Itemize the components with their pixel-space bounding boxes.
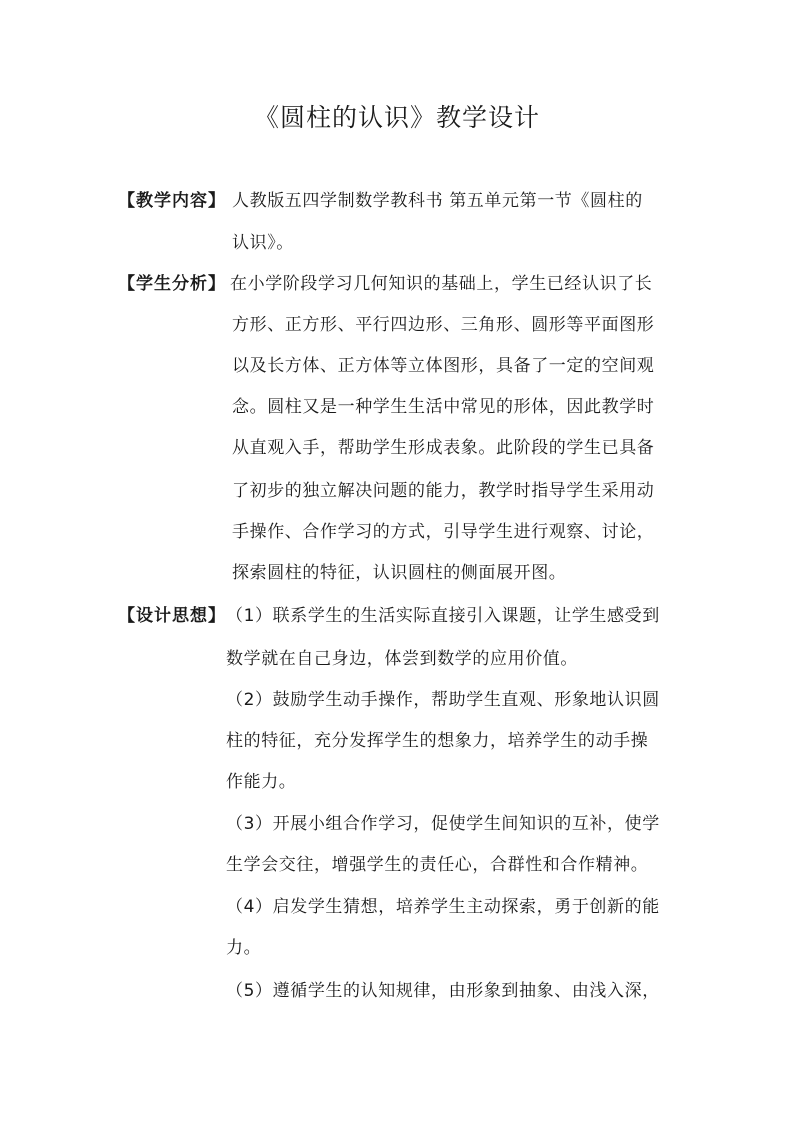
design-line: （2）鼓励学生动手操作，帮助学生直观、形象地认识圆 [226, 690, 660, 710]
analysis-line: 方形、正方形、平行四边形、三角形、圆形等平面图形 [232, 315, 655, 335]
analysis-line: 手操作、合作学习的方式，引导学生进行观察、讨论， [232, 522, 655, 542]
design-line: 生学会交往，增强学生的责任心，合群性和合作精神。 [226, 855, 649, 875]
content-line: 人教版五四学制数学教科书 第五单元第一节《圆柱的 [232, 191, 643, 211]
section-label-analysis: 【学生分析】 [118, 274, 226, 294]
design-line: 作能力。 [226, 772, 297, 792]
design-line: 柱的特征，充分发挥学生的想象力，培养学生的动手操 [226, 731, 649, 751]
analysis-line: 念。圆柱又是一种学生生活中常见的形体，因此教学时 [232, 397, 655, 417]
section-label-design: 【设计思想】 [118, 606, 226, 626]
analysis-line: 以及长方体、正方体等立体图形，具备了一定的空间观 [232, 356, 655, 376]
document-title: 《圆柱的认识》教学设计 [253, 103, 540, 132]
design-line: 数学就在自己身边，体尝到数学的应用价值。 [226, 649, 578, 669]
design-line: （1）联系学生的生活实际直接引入课题，让学生感受到 [226, 606, 660, 626]
analysis-line: 从直观入手，帮助学生形成表象。此阶段的学生已具备 [232, 438, 655, 458]
analysis-line: 在小学阶段学习几何知识的基础上，学生已经认识了长 [230, 274, 653, 294]
design-line: （3）开展小组合作学习，促使学生间知识的互补，使学 [226, 814, 660, 834]
section-label-content: 【教学内容】 [118, 191, 226, 211]
analysis-line: 了初步的独立解决问题的能力，教学时指导学生采用动 [232, 481, 655, 501]
content-line: 认识》。 [232, 233, 294, 253]
design-line: （5）遵循学生的认知规律，由形象到抽象、由浅入深， [226, 981, 660, 1001]
analysis-line: 探索圆柱的特征，认识圆柱的侧面展开图。 [232, 563, 567, 583]
design-line: 力。 [226, 938, 262, 958]
design-line: （4）启发学生猜想，培养学生主动探索，勇于创新的能 [226, 897, 660, 917]
